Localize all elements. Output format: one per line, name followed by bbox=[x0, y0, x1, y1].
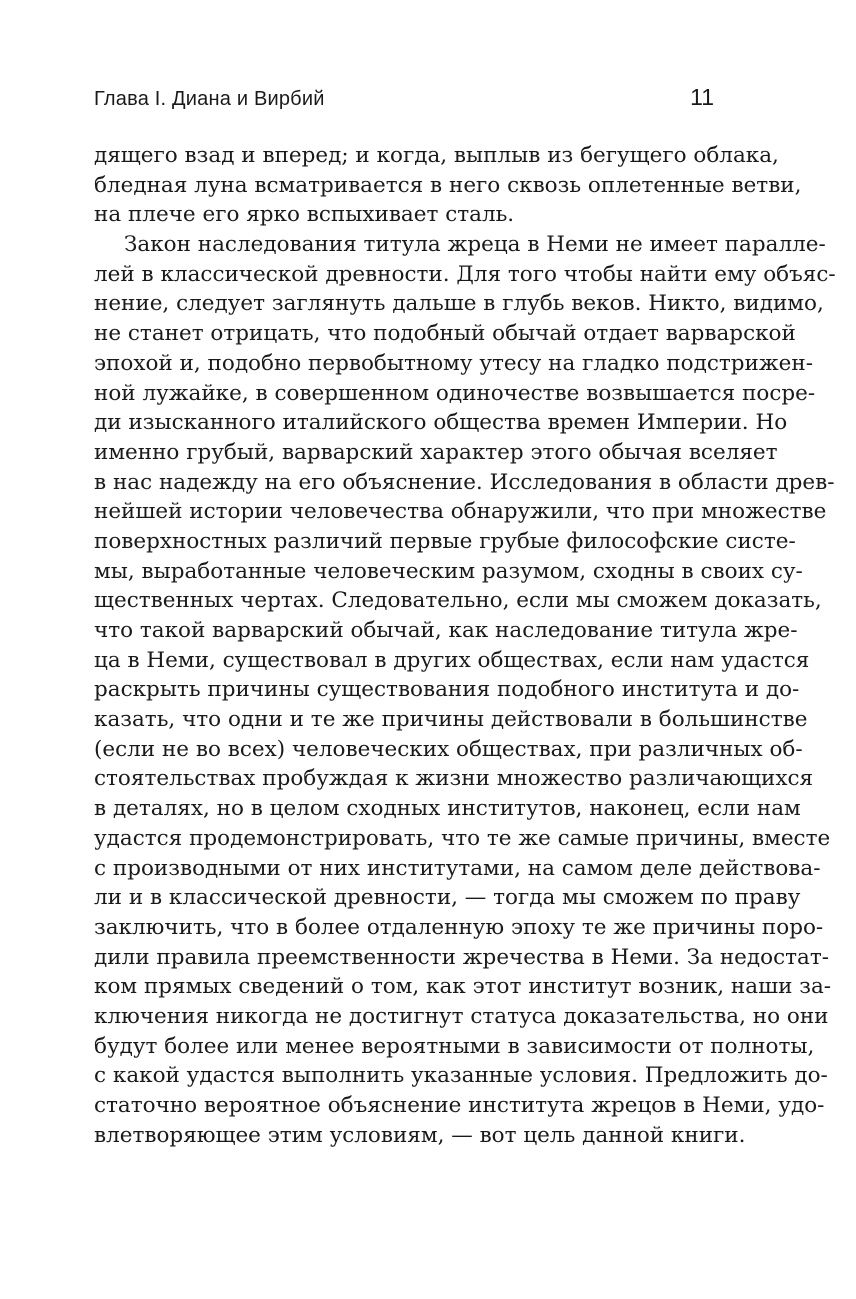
text-line: мы, выработанные человеческим разумом, сходны в своих су- bbox=[94, 558, 803, 584]
text-line: что такой варварский обычай, как наследование титула жре- bbox=[94, 618, 798, 643]
text-line: ли и в классической древности, — тогда мы сможем по праву bbox=[94, 885, 801, 911]
text-line: статочно вероятное объяснение института жрецов в Неми, удо- bbox=[94, 1093, 825, 1118]
chapter-title: Глава I. Диана и Вирбий bbox=[94, 88, 325, 110]
text-line: ключения никогда не достигнут статуса доказательства, но они bbox=[94, 1003, 829, 1029]
text-line: эпохой и, подобно первобытному утесу на гладко подстрижен- bbox=[94, 350, 813, 376]
text-line: нейшей истории человечества обнаружили, что при множестве bbox=[94, 499, 827, 525]
text-line: дящего взад и вперед; и когда, выплыв из бегущего облака, bbox=[94, 143, 779, 168]
text-line: на плече его ярко вспыхивает сталь. bbox=[94, 202, 515, 228]
text-line: в деталях, но в целом сходных институтов, наконец, если нам bbox=[94, 796, 801, 822]
text-line: влетворяющее этим условиям, — вот цель данной книги. bbox=[94, 1122, 746, 1148]
text-line: не станет отрицать, что подобный обычай отдает варварской bbox=[94, 321, 796, 347]
text-line: Закон наследования титула жреца в Неми не имеет паралле- bbox=[124, 232, 826, 258]
text-line: нение, следует заглянуть дальше в глубь веков. Никто, видимо, bbox=[94, 291, 824, 317]
paragraph-1 bbox=[94, 141, 802, 230]
text-line: ца в Неми, существовал в других обществах, если нам удастся bbox=[94, 647, 810, 673]
text-line: казать, что одни и те же причины действовали в большинстве bbox=[94, 707, 808, 733]
page-number: 11 bbox=[690, 84, 714, 110]
body-text bbox=[94, 141, 836, 1150]
text-line: стоятельствах пробуждая к жизни множество различающихся bbox=[94, 766, 814, 792]
text-line: будут более или менее вероятными в зависимости от полноты, bbox=[94, 1033, 815, 1059]
text-line: в нас надежду на его объяснение. Исследования в области древ- bbox=[94, 469, 835, 495]
text-line: (если не во всех) человеческих обществах, при различных об- bbox=[94, 736, 803, 762]
text-line: ной лужайке, в совершенном одиночестве возвышается посре- bbox=[94, 380, 816, 406]
text-line: заключить, что в более отдаленную эпоху те же причины поро- bbox=[94, 914, 824, 940]
text-line: поверхностных различий первые грубые философские систе- bbox=[94, 528, 796, 554]
text-line: бледная луна всматривается в него сквозь оплетенные ветви, bbox=[94, 172, 802, 198]
text-line: ком прямых сведений о том, как этот институт возник, наши за- bbox=[94, 974, 832, 1000]
text-line: с производными от них институтами, на самом деле действова- bbox=[94, 855, 821, 881]
text-line: раскрыть причины существования подобного института и до- bbox=[94, 677, 800, 703]
text-line: именно грубый, варварский характер этого обычая вселяет bbox=[94, 439, 778, 465]
text-line: ди изысканного италийского общества времен Империи. Но bbox=[94, 410, 788, 436]
running-header bbox=[94, 84, 714, 114]
text-line: лей в классической древности. Для того чтобы найти ему объяс- bbox=[94, 261, 836, 287]
text-line: удастся продемонстрировать, что те же самые причины, вместе bbox=[94, 825, 831, 851]
text-line: щественных чертах. Следовательно, если мы сможем доказать, bbox=[94, 588, 822, 614]
paragraph-2 bbox=[94, 230, 836, 1150]
text-line: дили правила преемственности жречества в Неми. За недостат- bbox=[94, 944, 829, 970]
text-line: с какой удастся выполнить указанные условия. Предложить до- bbox=[94, 1063, 828, 1089]
